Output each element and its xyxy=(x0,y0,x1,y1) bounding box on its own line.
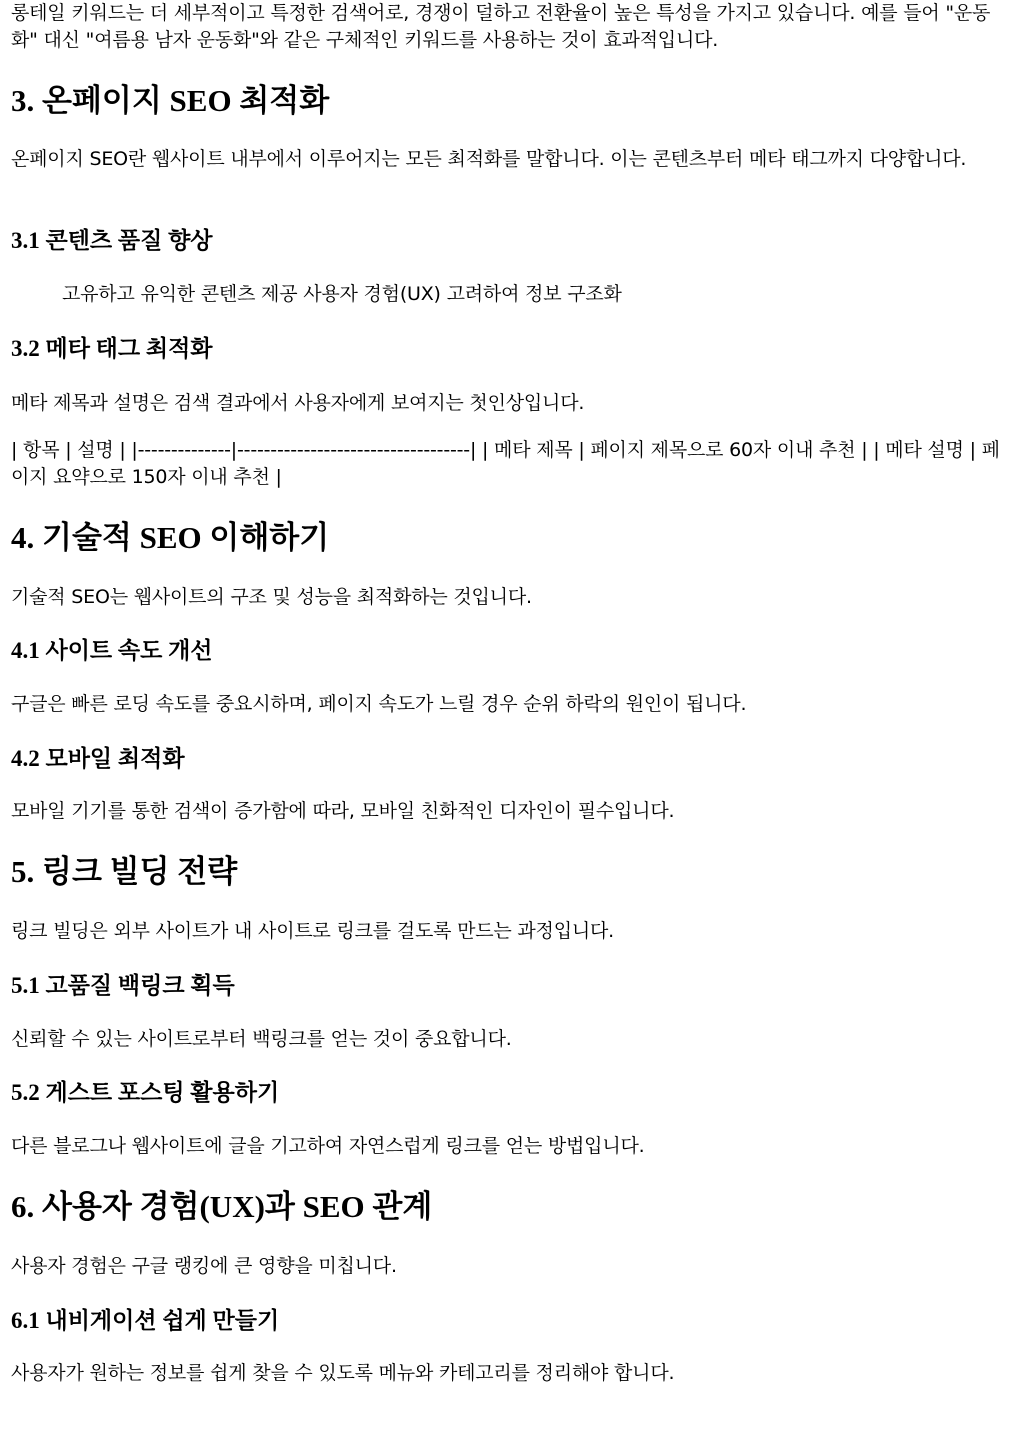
paragraph-section-6-1: 사용자가 원하는 정보를 쉽게 찾을 수 있도록 메뉴와 카테고리를 정리해야 합니다. xyxy=(11,1362,675,1384)
paragraph-section-3-1: 고유하고 유익한 콘텐츠 제공 사용자 경험(UX) 고려하여 정보 구조화 xyxy=(62,283,622,305)
heading-section-4: 4. 기술적 SEO 이해하기 xyxy=(11,520,330,555)
table-markdown-text: | 항목 | 설명 | |--------------|-----------------------------------| | 메타 제목 | 페이지 제목으로 60자 이내 추천 | | 메타 설명 | 페이지 요약으로 150자 이내 추천 | xyxy=(11,439,1000,488)
heading-section-4-2: 4.2 모바일 최적화 xyxy=(11,746,185,771)
heading-section-3-2: 3.2 메타 태그 최적화 xyxy=(11,336,213,361)
paragraph-section-4: 기술적 SEO는 웹사이트의 구조 및 성능을 최적화하는 것입니다. xyxy=(11,586,532,608)
heading-section-3-1: 3.1 콘텐츠 품질 향상 xyxy=(11,228,213,253)
paragraph-section-4-1: 구글은 빠른 로딩 속도를 중요시하며, 페이지 속도가 느릴 경우 순위 하락의 원인이 됩니다. xyxy=(11,693,747,715)
heading-section-6-1: 6.1 내비게이션 쉽게 만들기 xyxy=(11,1308,280,1333)
heading-section-6: 6. 사용자 경험(UX)과 SEO 관계 xyxy=(11,1189,433,1224)
heading-section-3: 3. 온페이지 SEO 최적화 xyxy=(11,83,330,118)
paragraph-section-5-1: 신뢰할 수 있는 사이트로부터 백링크를 얻는 것이 중요합니다. xyxy=(11,1028,512,1050)
paragraph-section-4-2: 모바일 기기를 통한 검색이 증가함에 따라, 모바일 친화적인 디자인이 필수입니다. xyxy=(11,800,675,822)
paragraph-section-5-2: 다른 블로그나 웹사이트에 글을 기고하여 자연스럽게 링크를 얻는 방법입니다. xyxy=(11,1135,645,1157)
heading-section-4-1: 4.1 사이트 속도 개선 xyxy=(11,638,213,663)
paragraph-section-3-2: 메타 제목과 설명은 검색 결과에서 사용자에게 보여지는 첫인상입니다. xyxy=(11,392,585,414)
paragraph-section-3: 온페이지 SEO란 웹사이트 내부에서 이루어지는 모든 최적화를 말합니다. 이는 콘텐츠부터 메타 태그까지 다양합니다. xyxy=(11,148,967,170)
heading-section-5: 5. 링크 빌딩 전략 xyxy=(11,854,238,889)
paragraph-section-5: 링크 빌딩은 외부 사이트가 내 사이트로 링크를 걸도록 만드는 과정입니다. xyxy=(11,920,615,942)
intro-paragraph: 롱테일 키워드는 더 세부적이고 특정한 검색어로, 경쟁이 덜하고 전환율이 높은 특성을 가지고 있습니다. 예를 들어 "운동화" 대신 "여름용 남자 운동화"와 같은 구체적인 키워드를 사용하는 것이 효과적입니다. xyxy=(11,2,991,51)
heading-section-5-2: 5.2 게스트 포스팅 활용하기 xyxy=(11,1080,280,1105)
heading-section-5-1: 5.1 고품질 백링크 획득 xyxy=(11,973,235,998)
paragraph-section-6: 사용자 경험은 구글 랭킹에 큰 영향을 미칩니다. xyxy=(11,1255,397,1277)
